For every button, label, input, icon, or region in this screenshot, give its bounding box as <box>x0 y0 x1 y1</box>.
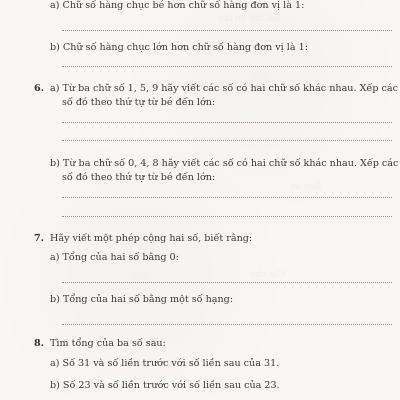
question-5a-text: a) Chữ số hàng chục bé hơn chữ số hàng đơn vị là 1: <box>50 0 305 11</box>
bleed-through-text <box>218 14 281 24</box>
question-7a-text: a) Tổng của hai số bằng 0: <box>50 252 179 263</box>
answer-line <box>62 140 392 141</box>
question-6b-line-2: số đó theo thứ tự từ bé đến lớn: <box>62 172 216 183</box>
question-7-stem: Hãy viết một phép cộng hai số, biết rằng: <box>50 233 253 244</box>
question-8-number: 8. <box>34 338 45 349</box>
answer-line <box>62 122 392 123</box>
question-6a-line-2: số đó theo thứ tự từ bé đến lớn: <box>62 97 216 108</box>
question-8b-text: b) Số 23 và số liền trước với số liền sau của 23. <box>50 380 280 391</box>
question-5b-text: b) Chữ số hàng chục lớn hơn chữ số hàng đơn vị là 1: <box>50 42 308 53</box>
question-6b-line-1: b) Từ ba chữ số 0, 4, 8 hãy viết các số có hai chữ số khác nhau. Xếp các <box>50 158 399 169</box>
answer-line <box>62 30 392 31</box>
question-8a-text: a) Số 31 và số liền trước với số liền sau của 31. <box>50 358 280 369</box>
question-7-number: 7. <box>34 233 45 244</box>
question-8-stem: Tìm tổng của ba số sau: <box>50 338 166 349</box>
question-7b-text: b) Tổng của hai số bằng một số hạng: <box>50 294 234 305</box>
question-6a-line-1: a) Từ ba chữ số 1, 5, 9 hãy viết các số có hai chữ số khác nhau. Xếp các <box>50 83 398 94</box>
answer-line <box>62 197 392 198</box>
answer-line <box>62 324 392 325</box>
answer-line <box>62 282 392 283</box>
question-6-number: 6. <box>34 83 45 94</box>
bleed-through-text <box>250 270 285 280</box>
answer-line <box>62 216 392 217</box>
bleed-through-text <box>290 182 322 192</box>
answer-line <box>62 66 392 67</box>
